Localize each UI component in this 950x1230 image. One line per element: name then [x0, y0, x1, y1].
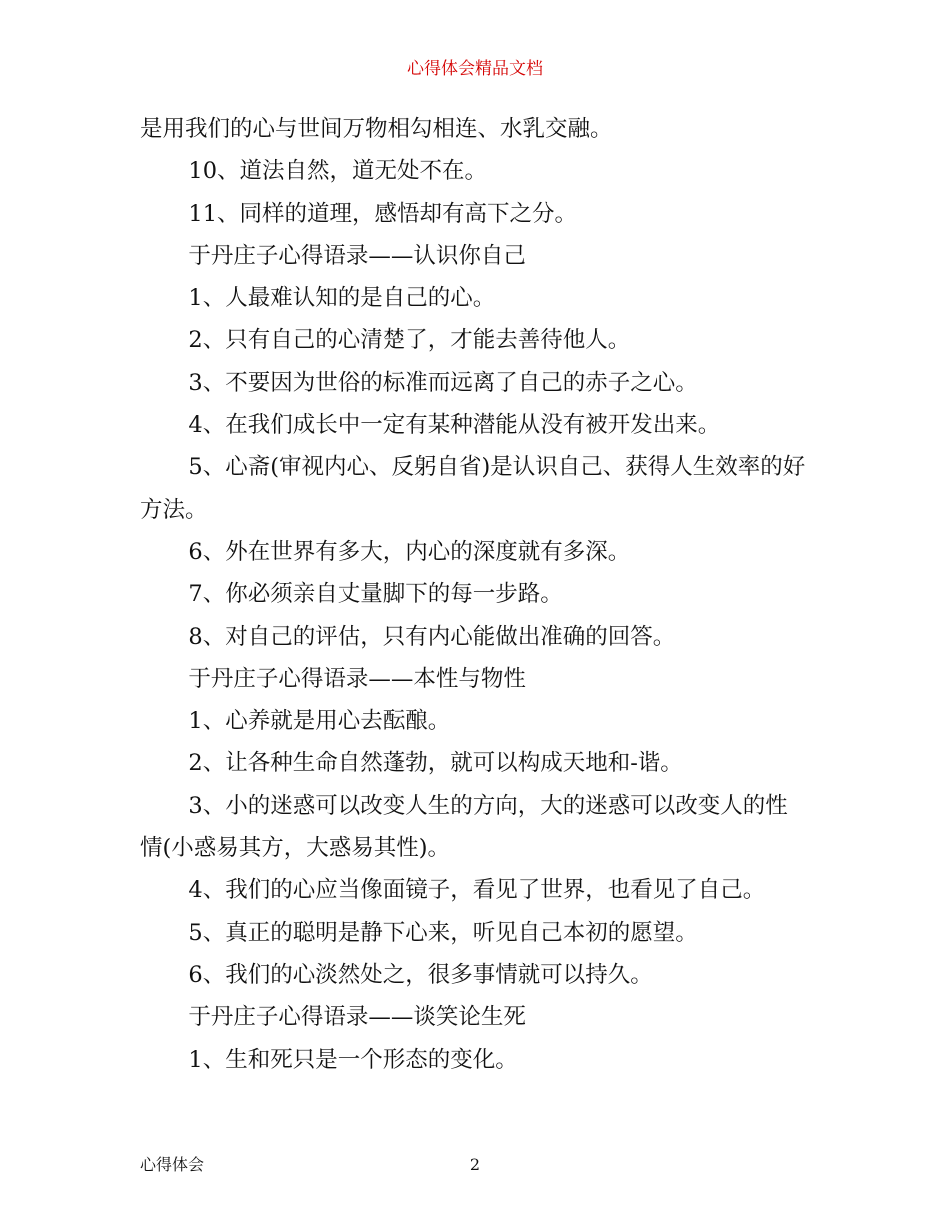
paragraph: 11、同样的道理，感悟却有高下之分。	[188, 200, 578, 227]
document-body	[140, 108, 810, 1081]
section-heading: 于丹庄子心得语录——认识你自己	[188, 242, 526, 269]
paragraph: 是用我们的心与世间万物相勾相连、水乳交融。	[140, 116, 613, 142]
section-heading: 于丹庄子心得语录——谈笑论生死	[188, 1004, 526, 1031]
page-number: 2	[469, 1155, 481, 1174]
section-heading: 于丹庄子心得语录——本性与物性	[188, 665, 526, 692]
paragraph: 1、人最难认知的是自己的心。	[188, 285, 496, 312]
paragraph: 5、真正的聪明是静下心来，听见自己本初的愿望。	[188, 919, 698, 946]
paragraph: 8、对自己的评估，只有内心能做出准确的回答。	[188, 623, 676, 650]
paragraph: 3、不要因为世俗的标准而远离了自己的赤子之心。	[188, 369, 698, 396]
paragraph: 1、心养就是用心去酝酿。	[188, 708, 451, 735]
paragraph: 10、道法自然，道无处不在。	[188, 158, 488, 185]
paragraph: 6、我们的心淡然处之，很多事情就可以持久。	[188, 961, 653, 988]
paragraph: 5、心斋(审视内心、反躬自省)是认识自己、获得人生效率的好方法。	[140, 454, 806, 523]
paragraph: 3、小的迷惑可以改变人生的方向，大的迷惑可以改变人的性情(小惑易其方，大惑易其性)。	[140, 792, 788, 862]
paragraph: 7、你必须亲自丈量脚下的每一步路。	[188, 581, 563, 608]
paragraph: 4、我们的心应当像面镜子，看见了世界，也看见了自己。	[188, 877, 766, 904]
paragraph: 4、在我们成长中一定有某种潜能从没有被开发出来。	[188, 412, 721, 439]
paragraph: 6、外在世界有多大，内心的深度就有多深。	[188, 538, 631, 565]
header-title: 心得体会精品文档	[407, 59, 543, 79]
paragraph: 1、生和死只是一个形态的变化。	[188, 1046, 518, 1073]
paragraph: 2、只有自己的心清楚了，才能去善待他人。	[188, 327, 631, 354]
paragraph: 2、让各种生命自然蓬勃，就可以构成天地和-谐。	[188, 750, 683, 777]
footer-label: 心得体会	[140, 1155, 205, 1174]
